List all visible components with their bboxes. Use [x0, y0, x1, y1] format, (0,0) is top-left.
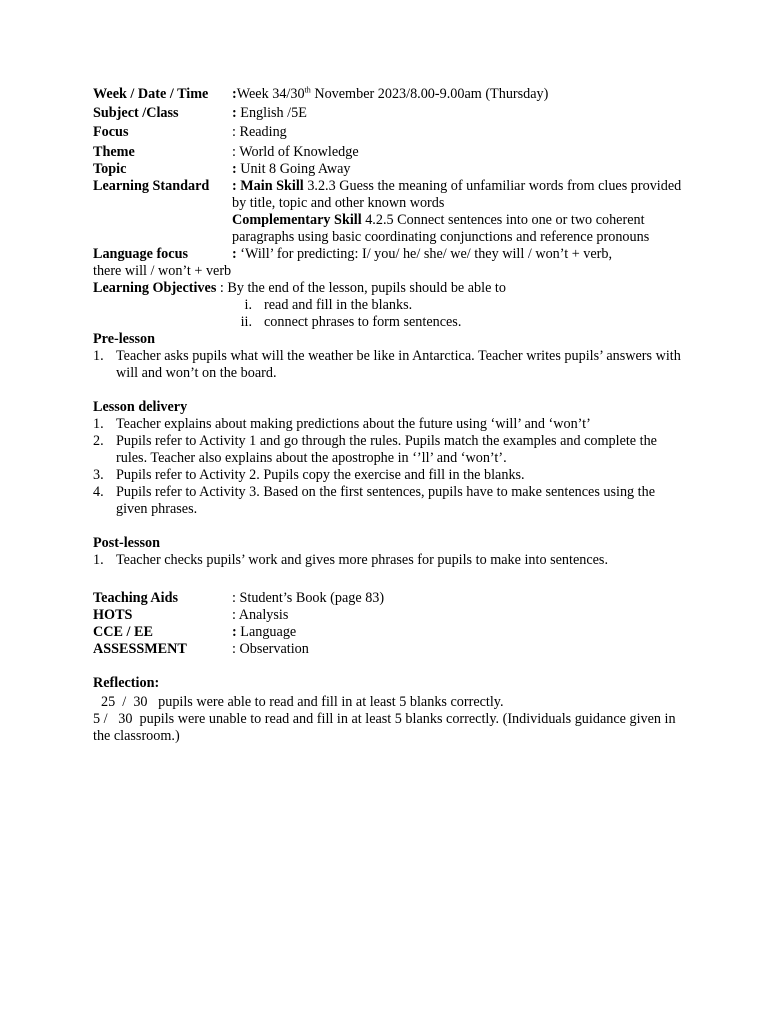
week-value: :Week 34/30th November 2023/8.00-9.00am (Thursday) — [232, 85, 549, 102]
list-item: 1. Teacher asks pupils what will the weather be like in Antarctica. Teacher writes pupils’ answers with will and won’t on the board. — [93, 348, 681, 381]
complementary-skill: Complementary Skill 4.2.5 Connect sentences into one or two coherent paragraphs using basic coordinating conjunctions and reference pronouns — [232, 212, 650, 245]
post-lesson-list — [93, 552, 683, 569]
list-item: 3. Pupils refer to Activity 2. Pupils copy the exercise and fill in the blanks. — [93, 467, 525, 483]
learning-standard-label: Learning Standard — [93, 178, 210, 194]
subject-row — [93, 105, 683, 122]
language-focus-row — [93, 246, 683, 263]
assessment-value: : Observation — [232, 641, 309, 657]
teaching-aids-row — [93, 590, 683, 607]
topic-label: Topic — [93, 161, 127, 177]
reflection-line-2: 5 / 30 pupils were unable to read and fill in at least 5 blanks correctly. (Individuals guidance given in the classroom.) — [93, 711, 680, 744]
theme-row — [93, 144, 683, 161]
learning-standard-row — [93, 178, 683, 212]
teaching-aids-value: : Student’s Book (page 83) — [232, 590, 385, 606]
hots-label: HOTS — [93, 607, 133, 623]
list-item: 1. Teacher explains about making predictions about the future using ‘will’ and ‘won’t’ — [93, 416, 591, 432]
teaching-aids-label: Teaching Aids — [93, 590, 179, 606]
main-skill: : Main Skill 3.2.3 Guess the meaning of unfamiliar words from clues provided by title, topic and other known words — [232, 178, 682, 211]
subject-value: : English /5E — [232, 105, 307, 121]
list-item: ii. connect phrases to form sentences. — [240, 314, 462, 330]
assessment-label: ASSESSMENT — [93, 641, 187, 657]
theme-label: Theme — [93, 144, 135, 160]
learning-objectives-text: : By the end of the lesson, pupils should be able to — [216, 280, 506, 296]
language-focus-cont: there will / won’t + verb — [93, 263, 232, 279]
pre-lesson-list — [93, 348, 683, 382]
hots-row — [93, 607, 683, 624]
topic-value: : Unit 8 Going Away — [232, 161, 351, 177]
cce-label: CCE / EE — [93, 624, 153, 640]
hots-value: : Analysis — [232, 607, 289, 623]
cce-value: : Language — [232, 624, 297, 640]
topic-row — [93, 161, 683, 178]
language-focus-value: : ‘Will’ for predicting: I/ you/ he/ she/ we/ they will / won’t + verb, — [232, 246, 613, 262]
pre-lesson-heading: Pre-lesson — [93, 331, 155, 347]
focus-label: Focus — [93, 124, 129, 140]
week-row — [93, 86, 683, 103]
theme-value: : World of Knowledge — [232, 144, 359, 160]
assessment-row — [93, 641, 683, 658]
lesson-delivery-list — [93, 416, 683, 518]
subject-label: Subject /Class — [93, 105, 179, 121]
learning-objectives-row — [93, 280, 683, 297]
cce-row — [93, 624, 683, 641]
reflection-heading: Reflection: — [93, 675, 160, 691]
list-item: 1. Teacher checks pupils’ work and gives more phrases for pupils to make into sentences. — [93, 552, 609, 568]
learning-objectives-label: Learning Objectives — [93, 280, 217, 296]
language-focus-label: Language focus — [93, 246, 188, 262]
lesson-delivery-heading: Lesson delivery — [93, 399, 188, 415]
list-item: 2. Pupils refer to Activity 1 and go through the rules. Pupils match the examples and complete the rules. Teacher also explains about the apostrophe in ‘’ll’ and ‘won’t’. — [93, 433, 657, 466]
list-item: 4. Pupils refer to Activity 3. Based on the first sentences, pupils have to make sentences using the given phrases. — [93, 484, 656, 517]
list-item: i. read and fill in the blanks. — [244, 297, 413, 313]
focus-row — [93, 124, 683, 141]
week-label: Week / Date / Time — [93, 86, 209, 102]
post-lesson-heading: Post-lesson — [93, 535, 160, 551]
objectives-list — [93, 297, 683, 331]
focus-value: : Reading — [232, 124, 287, 140]
reflection-line-1: 25 / 30 pupils were able to read and fill in at least 5 blanks correctly. — [101, 694, 504, 710]
lesson-plan — [93, 86, 683, 745]
